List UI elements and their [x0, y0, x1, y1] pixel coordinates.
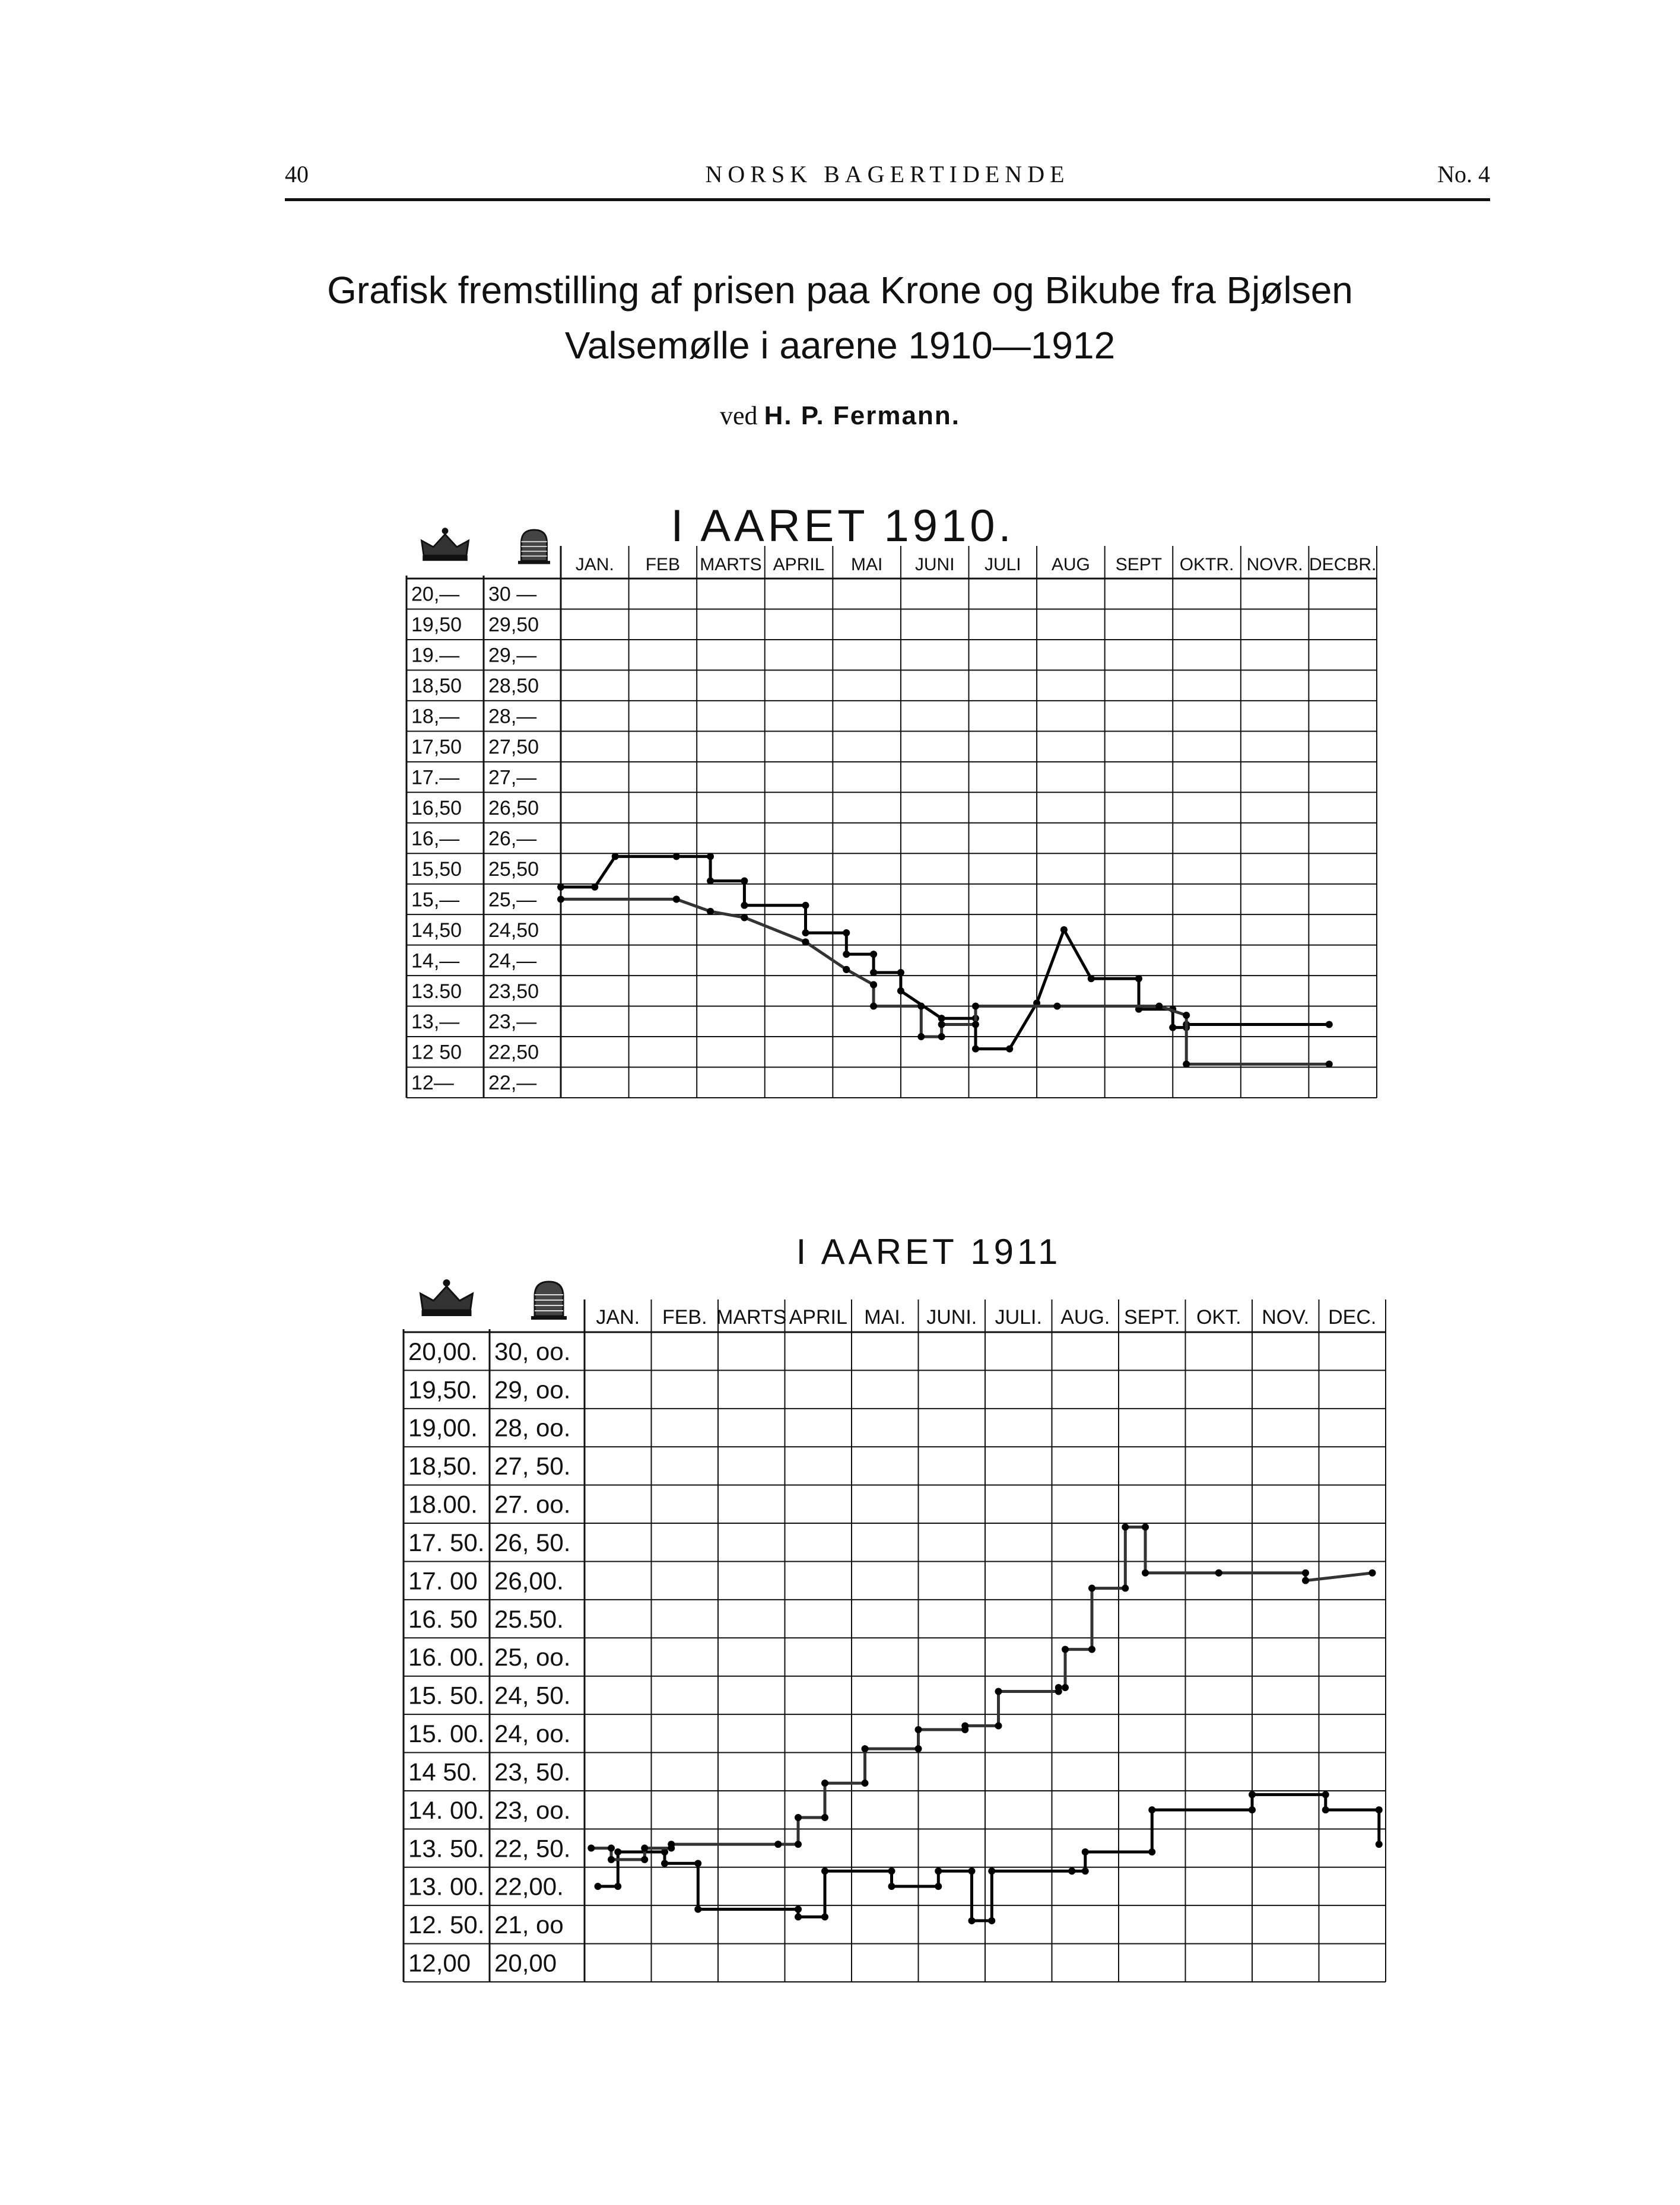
data-point	[1062, 1684, 1069, 1691]
data-point	[821, 1914, 828, 1921]
month-label: APRIL	[773, 555, 825, 574]
chart-title: I AARET 1911	[796, 1232, 1062, 1272]
month-label: FEB	[645, 555, 681, 574]
month-label: SEPT.	[1124, 1306, 1180, 1329]
krone-tick-label: 20,00.	[408, 1337, 478, 1365]
month-label: JAN.	[575, 555, 614, 574]
data-point	[1142, 1569, 1149, 1577]
bikube-tick-label: 29,50	[488, 614, 539, 637]
bikube-tick-label: 29,—	[488, 644, 537, 667]
bikube-tick-label: 24, 50.	[494, 1681, 571, 1710]
krone-tick-label: 14. 00.	[408, 1796, 485, 1824]
krone-tick-label: 13. 00.	[408, 1872, 485, 1901]
month-label: MARTS	[700, 555, 762, 574]
krone-tick-label: 19,50	[411, 614, 462, 637]
data-point	[961, 1722, 968, 1729]
bikube-tick-label: 23,—	[488, 1011, 537, 1034]
krone-tick-label: 15. 50.	[408, 1681, 485, 1710]
data-point	[795, 1914, 802, 1921]
month-label: OKT.	[1196, 1306, 1241, 1329]
byline-prefix: ved	[720, 401, 758, 430]
bikube-tick-label: 22,—	[488, 1072, 537, 1095]
data-point	[1122, 1524, 1129, 1531]
month-label: DECBR.	[1309, 555, 1377, 574]
issue-number: No. 4	[1437, 161, 1490, 188]
krone-tick-label: 19,00.	[408, 1413, 478, 1442]
data-point	[888, 1867, 895, 1874]
month-label: NOV.	[1262, 1306, 1310, 1329]
bikube-tick-label: 26,50	[488, 796, 539, 819]
krone-tick-label: 13.50	[411, 980, 462, 1003]
bikube-tick-label: 25, oo.	[494, 1643, 571, 1672]
data-point	[821, 1814, 828, 1821]
krone-tick-label: 12. 50.	[408, 1911, 485, 1939]
bikube-tick-label: 24, oo.	[494, 1720, 571, 1748]
krone-tick-label: 16. 00.	[408, 1643, 485, 1672]
krone-tick-label: 14,—	[411, 949, 460, 973]
month-label: AUG	[1051, 555, 1090, 574]
page-number: 40	[285, 161, 309, 188]
data-point	[795, 1906, 802, 1913]
krone-tick-label: 15. 00.	[408, 1720, 485, 1748]
data-point	[1215, 1569, 1222, 1577]
bikube-tick-label: 24,—	[488, 949, 537, 973]
data-point	[1302, 1569, 1309, 1577]
krone-tick-label: 18,50.	[408, 1452, 478, 1480]
month-label: DEC.	[1328, 1306, 1377, 1329]
krone-tick-label: 17. 00	[408, 1567, 478, 1595]
data-point	[668, 1841, 675, 1848]
krone-tick-label: 16. 50	[408, 1604, 478, 1633]
data-point	[795, 1814, 802, 1821]
data-point	[1142, 1524, 1149, 1531]
series-line-krone	[598, 1794, 1379, 1921]
krone-tick-label: 15,—	[411, 888, 460, 911]
bikube-tick-label: 24,50	[488, 919, 539, 942]
bikube-tick-label: 26,00.	[494, 1567, 564, 1595]
krone-tick-label: 17.—	[411, 766, 460, 789]
crown-icon	[421, 1279, 473, 1316]
month-label: JUNI	[914, 555, 955, 574]
data-point	[1148, 1848, 1155, 1855]
data-point	[1322, 1791, 1329, 1798]
data-point	[795, 1841, 802, 1848]
krone-tick-label: 17. 50.	[408, 1528, 485, 1556]
byline-author: H. P. Fermann.	[764, 401, 960, 430]
krone-tick-label: 15,50	[411, 857, 462, 881]
bikube-tick-label: 23, 50.	[494, 1758, 571, 1786]
bikube-tick-label: 20,00	[494, 1949, 557, 1977]
data-point	[1249, 1806, 1256, 1813]
month-label: NOVR.	[1246, 555, 1303, 574]
krone-tick-label: 18,50	[411, 675, 462, 698]
data-point	[774, 1841, 782, 1848]
krone-tick-label: 13,—	[411, 1011, 460, 1034]
data-point	[1322, 1806, 1329, 1813]
publication-name: NORSK BAGERTIDENDE	[705, 161, 1070, 188]
data-point	[1088, 1646, 1095, 1653]
krone-tick-label: 14,50	[411, 919, 462, 942]
data-point	[1122, 1585, 1129, 1592]
bikube-tick-label: 27,50	[488, 735, 539, 758]
month-label: MAI.	[864, 1306, 906, 1329]
data-point	[935, 1883, 942, 1890]
bikube-tick-label: 22,00.	[494, 1872, 564, 1901]
bikube-tick-label: 27. oo.	[494, 1490, 571, 1518]
bikube-tick-label: 28,50	[488, 675, 539, 698]
data-point	[1376, 1806, 1383, 1813]
data-point	[888, 1883, 895, 1890]
data-point	[935, 1867, 942, 1874]
bikube-tick-label: 22,50	[488, 1041, 539, 1064]
data-point	[1088, 1585, 1095, 1592]
beehive-icon	[531, 1282, 567, 1320]
krone-tick-label: 12—	[411, 1072, 454, 1095]
data-point	[694, 1906, 701, 1913]
month-label: APRIL	[789, 1306, 847, 1329]
data-point	[608, 1856, 615, 1863]
data-point	[1249, 1791, 1256, 1798]
krone-tick-label: 12 50	[411, 1041, 462, 1064]
data-point	[1068, 1867, 1075, 1874]
bikube-tick-label: 23,50	[488, 980, 539, 1003]
bikube-tick-label: 25,—	[488, 888, 537, 911]
data-point	[614, 1883, 621, 1890]
data-point	[995, 1722, 1002, 1729]
data-point	[1148, 1806, 1155, 1813]
data-point	[1376, 1841, 1383, 1848]
month-label: MARTS	[716, 1306, 787, 1329]
month-label: JAN.	[596, 1306, 640, 1329]
data-point	[641, 1856, 648, 1863]
data-point	[915, 1726, 922, 1733]
data-point	[1082, 1848, 1089, 1855]
month-label: FEB.	[662, 1306, 707, 1329]
bikube-tick-label: 28,—	[488, 705, 537, 728]
data-point	[608, 1845, 615, 1852]
data-point	[694, 1860, 701, 1867]
month-label: JULI	[984, 555, 1021, 574]
crown-icon-orb	[443, 1279, 450, 1286]
bikube-tick-label: 28, oo.	[494, 1413, 571, 1442]
data-point	[821, 1867, 828, 1874]
data-point	[587, 1845, 595, 1852]
month-label: SEPT	[1115, 555, 1163, 574]
beehive-icon-base	[531, 1316, 567, 1320]
data-point	[1302, 1577, 1309, 1584]
krone-tick-label: 14 50.	[408, 1758, 478, 1786]
data-point	[1055, 1684, 1062, 1691]
data-point	[915, 1745, 922, 1752]
data-point	[661, 1860, 668, 1867]
bikube-tick-label: 25.50.	[494, 1604, 564, 1633]
article-title-line2: Valsemølle i aarene 1910—1912	[564, 324, 1116, 367]
data-point	[1082, 1867, 1089, 1874]
data-point	[821, 1780, 828, 1787]
data-point	[968, 1917, 976, 1924]
bikube-tick-label: 26,—	[488, 827, 537, 850]
chart-title: I AARET 1910.	[671, 501, 1015, 551]
article-title-line1: Grafisk fremstilling af prisen paa Krone og Bikube fra Bjølsen	[327, 269, 1353, 312]
data-point	[1369, 1569, 1376, 1577]
bikube-tick-label: 29, oo.	[494, 1375, 571, 1404]
bikube-tick-label: 30, oo.	[494, 1337, 571, 1365]
data-point	[641, 1845, 648, 1852]
data-point	[988, 1917, 995, 1924]
krone-tick-label: 18.00.	[408, 1490, 478, 1518]
data-point	[1062, 1646, 1069, 1653]
month-label: JULI.	[995, 1306, 1042, 1329]
month-label: OKTR.	[1179, 555, 1234, 574]
krone-tick-label: 17,50	[411, 735, 462, 758]
crown-icon-body	[421, 1286, 473, 1310]
data-point	[995, 1688, 1002, 1695]
data-point	[988, 1867, 995, 1874]
krone-tick-label: 13. 50.	[408, 1834, 485, 1863]
krone-tick-label: 19.—	[411, 644, 460, 667]
bikube-tick-label: 25,50	[488, 857, 539, 881]
bikube-tick-label: 27, 50.	[494, 1452, 571, 1480]
crown-icon-band	[422, 1310, 472, 1316]
data-point	[968, 1867, 976, 1874]
krone-tick-label: 19,50.	[408, 1375, 478, 1404]
bikube-tick-label: 21, oo	[494, 1911, 564, 1939]
month-label: JUNI.	[926, 1306, 977, 1329]
data-point	[862, 1780, 869, 1787]
bikube-tick-label: 26, 50.	[494, 1528, 571, 1556]
krone-tick-label: 12,00	[408, 1949, 471, 1977]
bikube-tick-label: 22, 50.	[494, 1834, 571, 1863]
bikube-tick-label: 27,—	[488, 766, 537, 789]
data-point	[595, 1883, 602, 1890]
bikube-tick-label: 30 —	[488, 583, 537, 606]
krone-tick-label: 16,50	[411, 796, 462, 819]
krone-tick-label: 18,—	[411, 705, 460, 728]
bikube-tick-label: 23, oo.	[494, 1796, 571, 1824]
data-point	[862, 1745, 869, 1752]
data-point	[614, 1848, 621, 1855]
month-label: MAI	[850, 555, 883, 574]
krone-tick-label: 20,—	[411, 583, 460, 606]
month-label: AUG.	[1060, 1306, 1110, 1329]
krone-tick-label: 16,—	[411, 827, 460, 850]
